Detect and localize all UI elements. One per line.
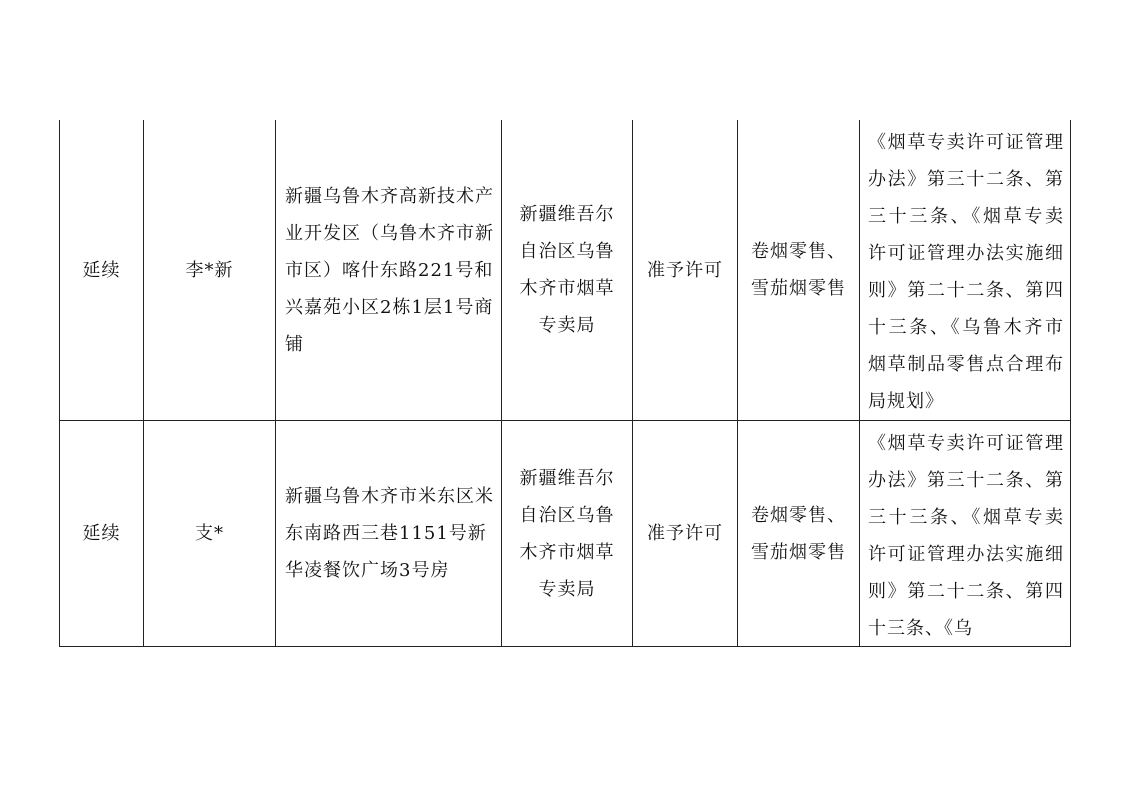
legal-basis-text: 《烟草专卖许可证管理办法》第三十二条、第三十三条、《烟草专卖许可证管理办法实施细则》第二十二条、第四十三条、《乌鲁木齐市烟草制品零售点合理布局规划》 (868, 132, 1064, 412)
table-row (60, 421, 1071, 647)
address-cell: 新疆乌鲁木齐高新技术产业开发区（乌鲁木齐市新市区）喀什东路221号和兴嘉苑小区2栋1层1号商铺 (276, 120, 502, 421)
permit-type-cell: 延续 (60, 421, 144, 647)
authority-cell: 新疆维吾尔自治区乌鲁木齐市烟草专卖局 (502, 120, 633, 421)
permit-type-cell: 延续 (60, 120, 144, 421)
applicant-name-cell: 李*新 (144, 120, 276, 421)
legal-basis-cell (860, 421, 1071, 647)
decision-cell: 准予许可 (633, 421, 738, 647)
decision-cell: 准予许可 (633, 120, 738, 421)
legal-basis-text: 《烟草专卖许可证管理办法》第三十二条、第三十三条、《烟草专卖许可证管理办法实施细则》第二十二条、第四十三条、《乌 (868, 433, 1064, 639)
legal-basis-cell (860, 120, 1071, 421)
address-cell: 新疆乌鲁木齐市米东区米东南路西三巷1151号新华凌餐饮广场3号房 (276, 421, 502, 647)
authority-cell: 新疆维吾尔自治区乌鲁木齐市烟草专卖局 (502, 421, 633, 647)
license-table (59, 120, 1071, 647)
scope-cell: 卷烟零售、雪茄烟零售 (738, 120, 860, 421)
applicant-name-cell: 支* (144, 421, 276, 647)
table-row (60, 120, 1071, 421)
scope-cell: 卷烟零售、雪茄烟零售 (738, 421, 860, 647)
